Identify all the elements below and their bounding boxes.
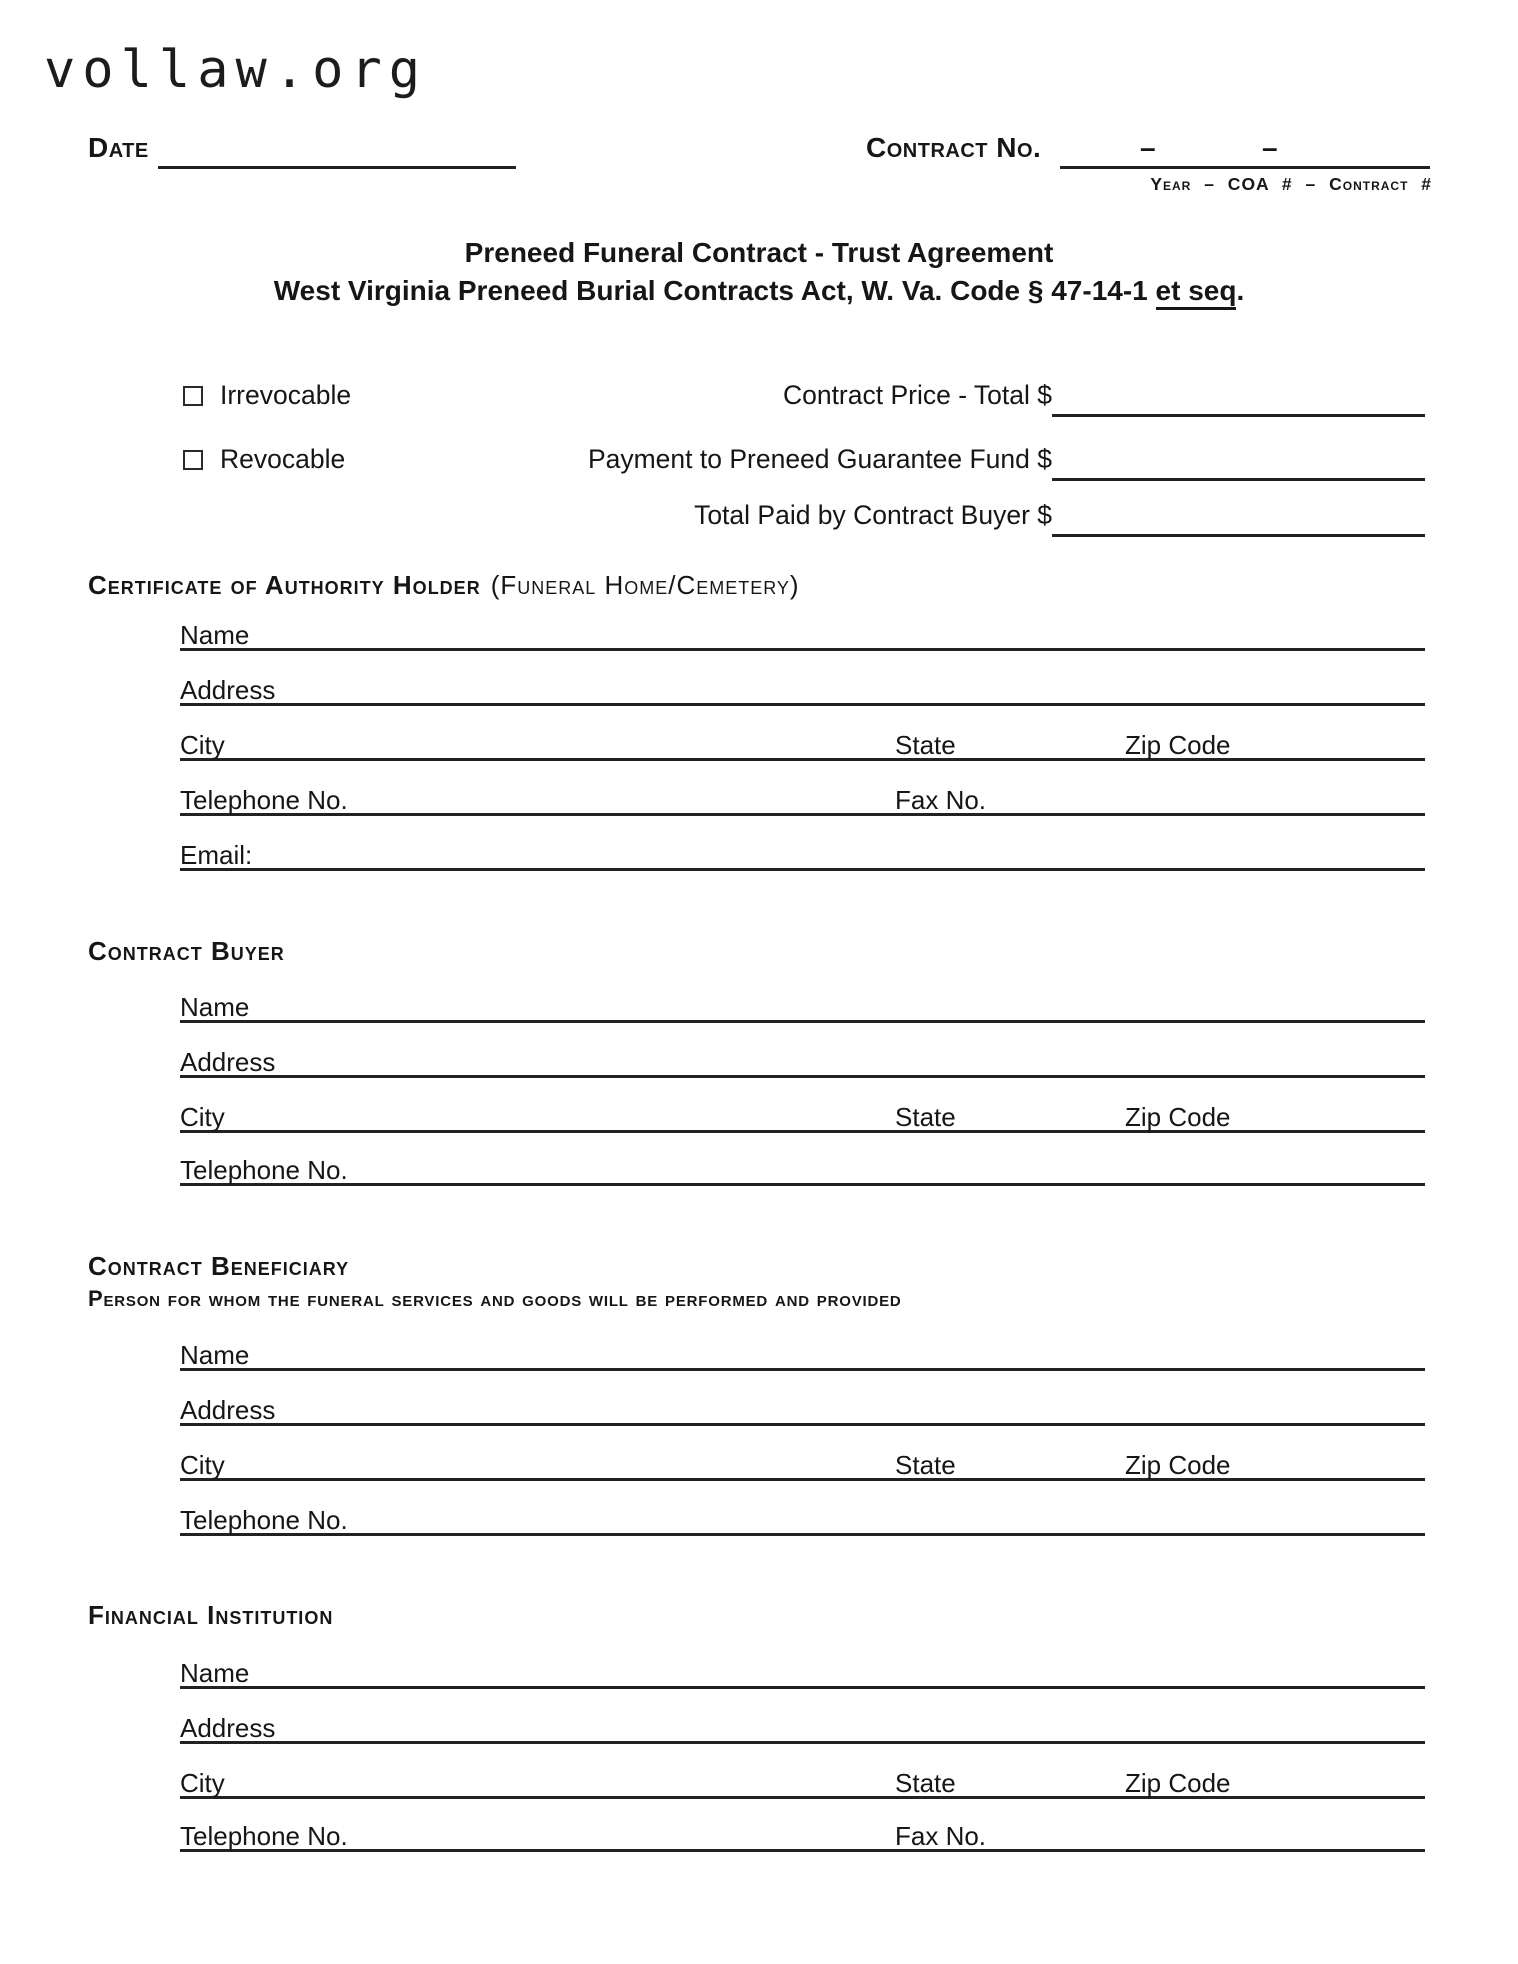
date-blank[interactable] (158, 122, 516, 169)
beneficiary-telephone-blank[interactable] (365, 1489, 1425, 1533)
financial-state-blank[interactable] (975, 1752, 1120, 1796)
certificate-name-blank[interactable] (355, 604, 1425, 648)
total-paid-row (415, 500, 1425, 536)
buyer-address-row (180, 1031, 1425, 1078)
revocable-checkbox[interactable] (183, 450, 203, 470)
buyer-phone-row (180, 1139, 1425, 1186)
state-label: State (895, 1767, 956, 1798)
financial-address-blank[interactable] (355, 1697, 1425, 1741)
financial-telephone-blank[interactable] (365, 1805, 890, 1849)
certificate-state-blank[interactable] (975, 714, 1120, 758)
financial-city-blank[interactable] (250, 1752, 880, 1796)
certificate-fax-blank[interactable] (995, 769, 1425, 813)
state-label: State (895, 1101, 956, 1132)
beneficiary-zip-blank[interactable] (1245, 1434, 1425, 1478)
beneficiary-city-blank[interactable] (250, 1434, 880, 1478)
beneficiary-name-blank[interactable] (355, 1324, 1425, 1368)
certificate-address-blank[interactable] (355, 659, 1425, 703)
beneficiary-phone-row (180, 1489, 1425, 1536)
state-label: State (895, 729, 956, 760)
financial-zip-blank[interactable] (1245, 1752, 1425, 1796)
buyer-name-blank[interactable] (355, 976, 1425, 1020)
name-label: Name (180, 991, 250, 1022)
zip-code-label: Zip Code (1125, 729, 1231, 760)
name-label: Name (180, 1339, 250, 1370)
name-label: Name (180, 1657, 250, 1688)
contract-no-blank[interactable] (1060, 122, 1430, 169)
date-label: Date (88, 132, 149, 163)
telephone-label: Telephone No. (180, 1504, 348, 1535)
contract-no-sublabel: Year – COA # – Contract # (1150, 174, 1432, 194)
city-label: City (180, 1449, 225, 1480)
city-label: City (180, 1101, 225, 1132)
site-logo: vollaw.org (44, 40, 428, 100)
financial-name-row (180, 1642, 1425, 1689)
city-label: City (180, 1767, 225, 1798)
form-title-line2 (0, 274, 1518, 308)
email-label: Email: (180, 839, 253, 870)
contract-no-label: Contract No. (866, 132, 1042, 163)
beneficiary-state-blank[interactable] (975, 1434, 1120, 1478)
certificate-email-blank[interactable] (280, 824, 1425, 868)
buyer-name-row (180, 976, 1425, 1023)
zip-code-label: Zip Code (1125, 1767, 1231, 1798)
contract-no-dash-1: – (1140, 132, 1156, 163)
city-label: City (180, 729, 225, 760)
form-title-line1: Preneed Funeral Contract - Trust Agreement (464, 237, 1054, 268)
telephone-label: Telephone No. (180, 1154, 348, 1185)
contract-buyer-heading: Contract Buyer (88, 936, 285, 966)
buyer-address-blank[interactable] (355, 1031, 1425, 1075)
name-label: Name (180, 619, 250, 650)
total-paid-blank[interactable] (1052, 500, 1425, 537)
address-label: Address (180, 1394, 276, 1425)
financial-fax-blank[interactable] (995, 1805, 1425, 1849)
buyer-city-blank[interactable] (250, 1086, 880, 1130)
financial-institution-heading: Financial Institution (88, 1600, 334, 1630)
state-label: State (895, 1449, 956, 1480)
certificate-holder-heading-text: Certificate of Authority Holder (88, 570, 481, 600)
contract-beneficiary-heading: Contract Beneficiary (88, 1251, 350, 1281)
guarantee-fund-label: Payment to Preneed Guarantee Fund $ (587, 444, 1052, 474)
beneficiary-city-state-zip-row (180, 1434, 1425, 1481)
certificate-telephone-blank[interactable] (365, 769, 890, 813)
contract-price-row (415, 380, 1425, 416)
certificate-zip-blank[interactable] (1245, 714, 1425, 758)
address-label: Address (180, 1712, 276, 1743)
contract-price-label: Contract Price - Total $ (782, 380, 1052, 410)
certificate-holder-qualifier: (Funeral Home/Cemetery) (490, 570, 800, 600)
address-label: Address (180, 1046, 276, 1077)
contract-beneficiary-subheading: Person for whom the funeral services and goods will be performed and provided (88, 1286, 902, 1311)
beneficiary-address-blank[interactable] (355, 1379, 1425, 1423)
financial-city-state-zip-row (180, 1752, 1425, 1799)
beneficiary-name-row (180, 1324, 1425, 1371)
title-period: . (1236, 275, 1245, 306)
financial-name-blank[interactable] (355, 1642, 1425, 1686)
certificate-holder-heading (88, 572, 800, 598)
title-act-text: West Virginia Preneed Burial Contracts Act, W. Va. Code § 47-14-1 (273, 275, 1156, 306)
irrevocable-label: Irrevocable (220, 380, 352, 410)
revocable-label: Revocable (220, 444, 346, 474)
telephone-label: Telephone No. (180, 784, 348, 815)
irrevocable-checkbox[interactable] (183, 386, 203, 406)
buyer-city-state-zip-row (180, 1086, 1425, 1133)
certificate-email-row (180, 824, 1425, 871)
fax-label: Fax No. (895, 784, 987, 815)
telephone-label: Telephone No. (180, 1820, 348, 1851)
address-label: Address (180, 674, 276, 705)
certificate-address-row (180, 659, 1425, 706)
guarantee-fund-row (415, 444, 1425, 480)
total-paid-label: Total Paid by Contract Buyer $ (694, 500, 1052, 530)
fax-label: Fax No. (895, 1820, 987, 1851)
buyer-telephone-blank[interactable] (365, 1139, 1425, 1183)
zip-code-label: Zip Code (1125, 1101, 1231, 1132)
certificate-name-row (180, 604, 1425, 651)
title-et-seq: et seq (1156, 275, 1237, 310)
financial-address-row (180, 1697, 1425, 1744)
beneficiary-address-row (180, 1379, 1425, 1426)
buyer-zip-blank[interactable] (1245, 1086, 1425, 1130)
financial-phone-fax-row (180, 1805, 1425, 1852)
certificate-phone-fax-row (180, 769, 1425, 816)
zip-code-label: Zip Code (1125, 1449, 1231, 1480)
certificate-city-blank[interactable] (250, 714, 880, 758)
buyer-state-blank[interactable] (975, 1086, 1120, 1130)
guarantee-fund-blank[interactable] (1052, 444, 1425, 481)
certificate-city-state-zip-row (180, 714, 1425, 761)
contract-price-blank[interactable] (1052, 380, 1425, 417)
contract-no-dash-2: – (1262, 132, 1278, 163)
